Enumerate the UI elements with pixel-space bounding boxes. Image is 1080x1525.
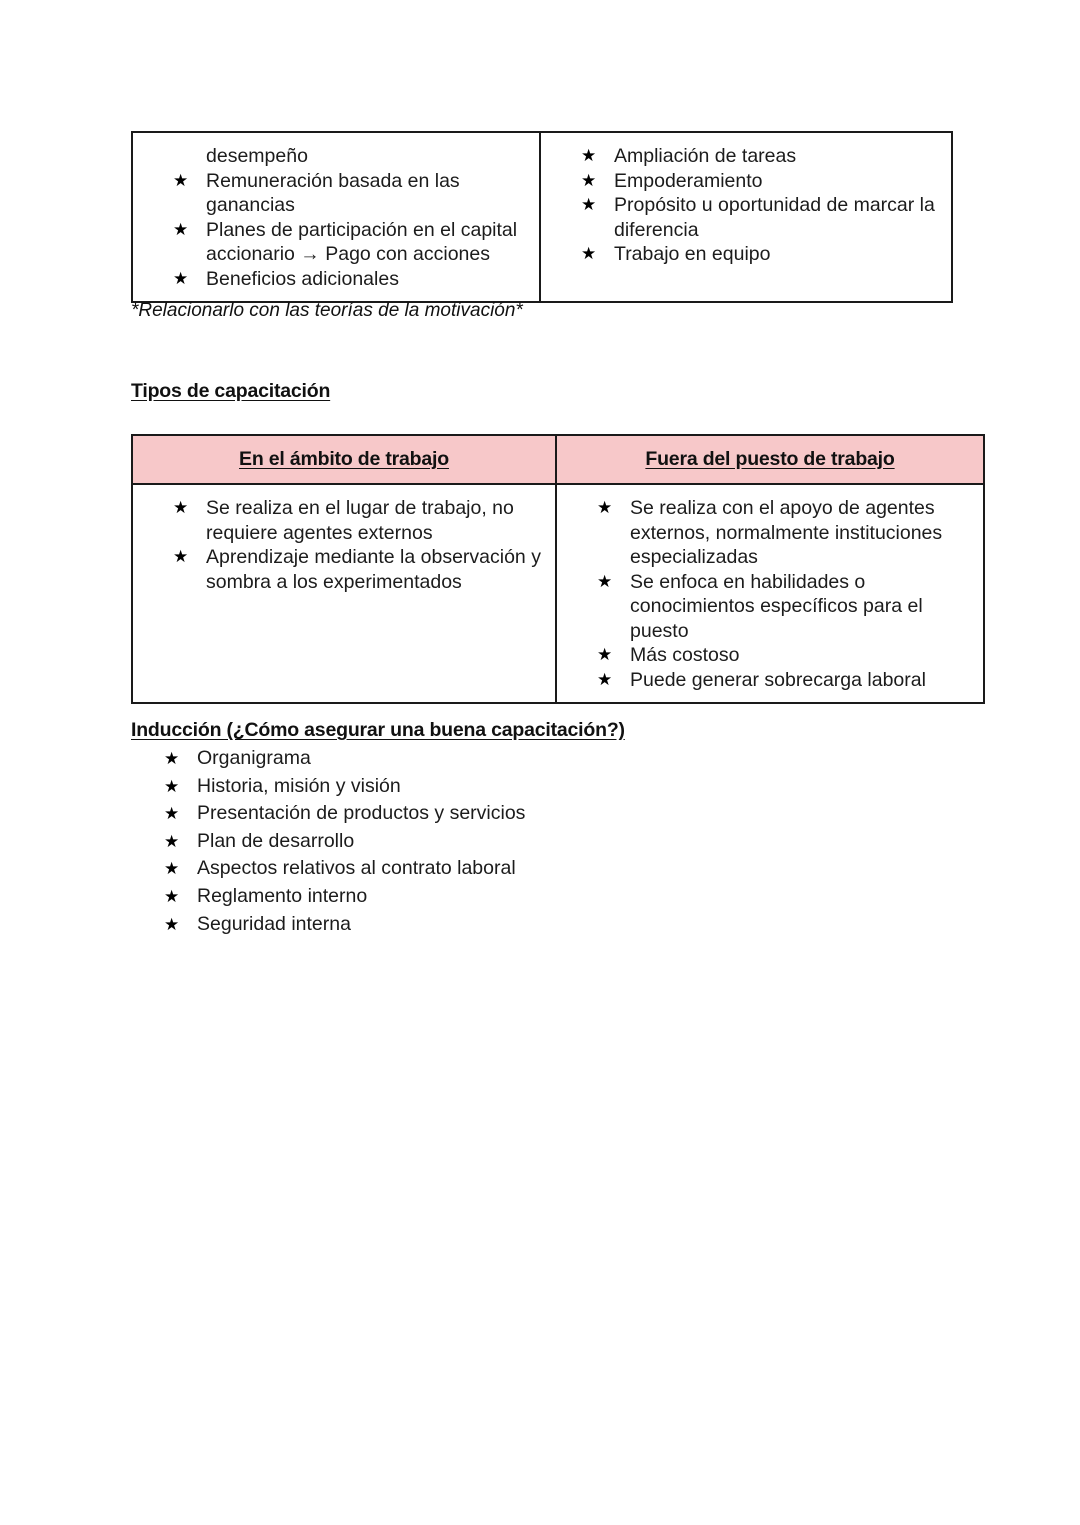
star-bullet-icon: ★ [597, 571, 613, 591]
list-item [581, 193, 941, 242]
relacionarlo-note: *Relacionarlo con las teorías de la motivación* [131, 300, 523, 321]
list-item-label: Aprendizaje mediante la observación y sombra a los experimentados [206, 546, 541, 593]
list-item-label: Organigrama [197, 747, 311, 769]
list-item [581, 144, 941, 169]
capacitacion-left-list [173, 496, 545, 594]
star-bullet-icon: ★ [164, 831, 180, 851]
list-item-label: Propósito u oportunidad de marcar la diferencia [614, 194, 935, 241]
list-item [164, 883, 864, 911]
motivation-left-list [173, 144, 529, 291]
star-bullet-icon: ★ [164, 859, 180, 879]
star-bullet-icon: ★ [173, 547, 189, 566]
list-item [597, 668, 973, 693]
star-bullet-icon: ★ [597, 498, 613, 517]
header-cell-en-el-ambito [132, 435, 556, 484]
list-item-label: Reglamento interno [197, 884, 368, 907]
star-bullet-icon: ★ [581, 170, 597, 190]
list-item [173, 169, 529, 218]
star-bullet-icon: ★ [173, 498, 189, 517]
list-item [164, 855, 864, 883]
header-label: En el ámbito de trabajo [239, 448, 449, 470]
star-bullet-icon: ★ [164, 914, 180, 934]
star-bullet-icon: ★ [173, 170, 189, 190]
list-item-label: Aspectos relativos al contrato laboral [197, 857, 516, 880]
list-item [581, 169, 941, 194]
list-item-label: desempeño [206, 145, 308, 167]
capacitacion-left-cell [132, 484, 556, 703]
motivation-left-cell [132, 132, 540, 302]
list-item [597, 570, 973, 644]
list-item-label: Empoderamiento [614, 169, 763, 192]
list-item [597, 643, 973, 668]
list-item-label: Se realiza en el lugar de trabajo, no requiere agentes externos [206, 497, 514, 544]
list-item [173, 218, 529, 267]
list-item-label: Beneficios adicionales [206, 267, 399, 290]
list-item-label: Historia, misión y visión [197, 774, 401, 797]
list-item [164, 911, 864, 939]
list-item-label: Trabajo en equipo [614, 243, 771, 265]
induccion-list [164, 745, 864, 938]
star-bullet-icon: ★ [164, 776, 180, 796]
star-bullet-icon: ★ [164, 804, 180, 824]
star-bullet-icon: ★ [581, 195, 597, 214]
list-item [164, 828, 864, 856]
list-item-label: Presentación de productos y servicios [197, 802, 526, 825]
star-bullet-icon: ★ [581, 146, 597, 165]
list-item-label: Plan de desarrollo [197, 829, 355, 852]
list-item [164, 773, 864, 801]
star-bullet-icon: ★ [173, 219, 189, 239]
list-item-label: Planes de participación en el capital accionario → Pago con acciones [206, 218, 518, 265]
list-item [164, 745, 864, 773]
table-row [132, 484, 984, 703]
motivation-right-cell [540, 132, 952, 302]
header-cell-fuera-del-puesto [556, 435, 984, 484]
list-item-label: Más costoso [630, 644, 740, 666]
star-bullet-icon: ★ [173, 268, 189, 288]
list-item [597, 496, 973, 570]
heading-tipos-de-capacitacion: Tipos de capacitación [131, 380, 331, 402]
list-item-label: Puede generar sobrecarga laboral [630, 668, 926, 691]
list-item [173, 267, 529, 292]
list-item [173, 545, 545, 594]
list-item-label: Se realiza con el apoyo de agentes externos, normalmente instituciones especializadas [630, 497, 943, 568]
table-row [132, 132, 952, 302]
motivation-table [131, 131, 953, 303]
heading-induccion: Inducción (¿Cómo asegurar una buena capacitación?) [131, 719, 625, 741]
list-item-label: Remuneración basada en las ganancias [206, 169, 460, 216]
motivation-right-list [581, 144, 941, 267]
list-item-label: Ampliación de tareas [614, 145, 797, 167]
list-item [173, 144, 529, 169]
star-bullet-icon: ★ [164, 886, 180, 906]
star-bullet-icon: ★ [597, 669, 613, 689]
list-item [173, 496, 545, 545]
star-bullet-icon: ★ [581, 244, 597, 263]
header-label: Fuera del puesto de trabajo [645, 448, 895, 470]
star-bullet-icon: ★ [164, 749, 180, 768]
capacitacion-right-list [597, 496, 973, 692]
tipos-capacitacion-table [131, 434, 985, 704]
list-item [581, 242, 941, 267]
list-item [164, 800, 864, 828]
capacitacion-right-cell [556, 484, 984, 703]
list-item-label: Se enfoca en habilidades o conocimientos específicos para el puesto [630, 570, 923, 642]
star-bullet-icon: ★ [597, 645, 613, 664]
table-header-row [132, 435, 984, 484]
list-item-label: Seguridad interna [197, 912, 351, 935]
